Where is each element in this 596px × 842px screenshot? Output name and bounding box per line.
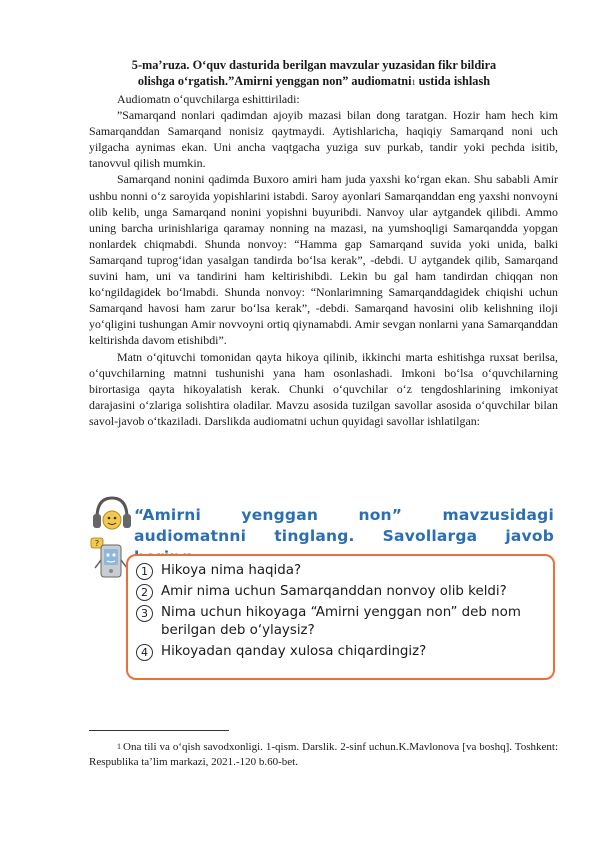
footnote-mark: 1	[117, 742, 121, 751]
questions-box	[126, 554, 555, 680]
question-item	[136, 604, 553, 640]
lecture-heading	[96, 57, 532, 91]
question-text: Amir nima uchun Samarqanddan nonvoy olib keldi?	[161, 584, 507, 599]
question-number: 1	[136, 563, 153, 580]
story-paragraph-2: Samarqand nonini qadimda Buxoro amiri ham juda yaxshi ko‘rgan ekan. Shu sababli Amir ushbu nonni o‘z saroyida yopishlarini istabdi. Saroy ayonlari Samarqanddan eng yaxshi nonvoyni olib kelib, unga Samarqand nonini yopishni buyuribdi. Nanvoy ular aytgandek qilibdi. Ammo uning barcha urinishlariga qaramay nonning na mazasi, na yumshoqligi Samarqandda yopgan nonlardek chiqmabdi. Shunda nonvoy: “Hamma gap Samarqand suvida yoki unida, balki Samarqand tuprog‘idan yasalgan tandirda bo‘lsa kerak”, -debdi. U aytgandek qilib, Samarqand suvini ham, uni va tandirini ham keltirishibdi. Lekin bu gal ham tandirdan chiqqan non ko‘ngildagidek bo‘lmabdi. Shunda nonvoy: “Nonlarimning Samarqanddagidek chiqishi uchun Samarqand havosi ham zarur bo‘lsa kerak”, -debdi. Samarqand havosini olib kelishning iloji yo‘qligini tushungan Amir novvoyni ortiq qiynamabdi. Amir sevgan nonlarni yana Samarqanddan keltirishda davom etishibdi”.	[89, 172, 558, 348]
question-number: 4	[136, 644, 153, 661]
question-text: Hikoya nima haqida?	[161, 563, 302, 578]
heading-footnote-ref: 1	[411, 78, 416, 87]
textbook-task-illustration	[89, 490, 558, 700]
questions-list	[128, 556, 553, 661]
heading-line-1: 5-ma’ruza. O‘quv dasturida berilgan mavzular yuzasidan fikr bildira	[131, 58, 497, 72]
footnote-divider	[89, 730, 229, 731]
story-paragraph-1: ”Samarqand nonlari qadimdan ajoyib mazasi bilan dong taratgan. Hozir ham hech kim Samarqanddan Samarqand nonisiz qaytmaydi. Aytishlaricha, haqiqiy Samarqand noni uch yilgacha aynimas ekan. Uni ancha vaqtgacha yuziga suv purkab, tandir yoki pechda isitib, tanovvul qilish mumkin.	[89, 108, 558, 171]
question-text: Nima uchun hikoyaga “Amirni yenggan non” deb nom berilgan deb o‘ylaysiz?	[161, 605, 521, 638]
footnote	[89, 739, 558, 770]
body-text	[89, 91, 558, 429]
heading-line-2-text: olishga o‘rgatish.”Amirni yenggan non” audiomatni	[137, 74, 412, 88]
heading-line-2-end: ustida ishlash	[415, 74, 491, 88]
task-title: “Amirni yenggan non” mavzusidagi audiomatnni tinglang. Savollarga javob	[134, 506, 554, 545]
question-item	[136, 583, 553, 601]
question-number: 2	[136, 584, 153, 601]
svg-text:?: ?	[94, 539, 100, 548]
question-item	[136, 562, 553, 580]
heading-line-2	[96, 73, 532, 91]
method-paragraph: Matn o‘qituvchi tomonidan qayta hikoya qilinib, ikkinchi marta eshitishga ruxsat berilsa, o‘quvchilarning matnni tushunishi yana ham osonlashadi. Imkoni bo‘lsa o‘quvchilarning birortasiga qayta hikoyalatish kerak. Chunki o‘quvchilar o‘z tengdoshlarining imkoniyat darajasini o‘zlariga solishtira oladilar. Mavzu asosida tuzilgan savollar asosida o‘quvchilar bilan savol-javob o‘tkaziladi. Darslikda audiomatni uchun quyidagi savollar ishlatilgan:	[89, 349, 558, 428]
intro-paragraph: Audiomatn o‘quvchilarga eshittiriladi:	[117, 92, 300, 106]
question-text: Hikoyadan qanday xulosa chiqardingiz?	[161, 644, 427, 659]
question-item	[136, 643, 553, 661]
question-number: 3	[136, 605, 153, 622]
footnote-text: Ona tili va o‘qish savodxonligi. 1-qism. Darslik. 2-sinf uchun.K.Mavlonova [va boshq]. Toshkent: Respublika ta’lim markazi, 2021.-120 b.60-bet.	[89, 741, 558, 768]
